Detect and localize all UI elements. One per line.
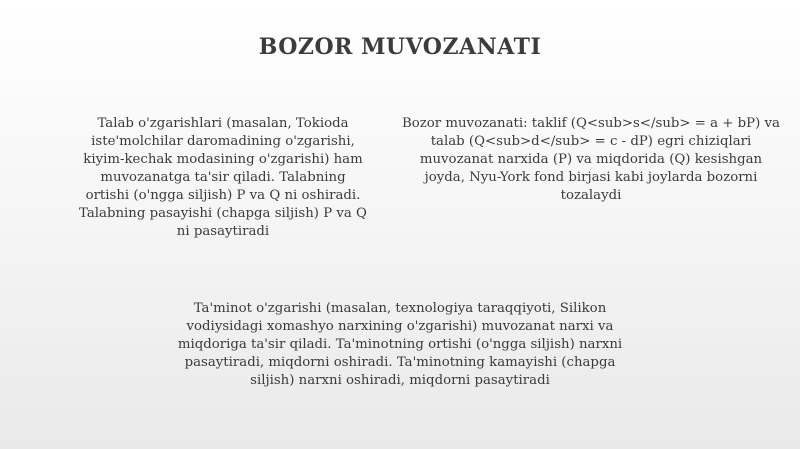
slide-title: BOZOR MUVOZANATI [258,34,542,60]
supply-shift-paragraph: Ta'minot o'zgarishi (masalan, texnologiya taraqqiyoti, Silikon vodiysidagi xomashyo narxining o'zgarishi) muvozanat narxi va miqdoriga ta'sir qiladi. Ta'minotning ortishi (o'ngga siljish) narxni pasaytiradi, miqdorni oshiradi. Ta'minotning kamayishi (chapga siljish) narxni oshiradi, miqdorni pasaytiradi [177,301,623,388]
demand-shift-paragraph: Talab o'zgarishlari (masalan, Tokioda iste'molchilar daromadining o'zgarishi, kiyim-kechak modasining o'zgarishi) ham muvozanatga ta'sir qiladi. Talabning ortishi (o'ngga siljish) P va Q ni oshiradi. Talabning pasayishi (chapga siljish) P va Q ni pasaytiradi [79,116,367,239]
market-equilibrium-paragraph: Bozor muvozanati: taklif (Q<sub>s</sub> = a + bP) va talab (Q<sub>d</sub> = c - dP) egri chiziqlari muvozanat narxida (P) va miqdorida (Q) kesishgan joyda, Nyu-York fond birjasi kabi joylarda bozorni tozalaydi [402,116,780,203]
